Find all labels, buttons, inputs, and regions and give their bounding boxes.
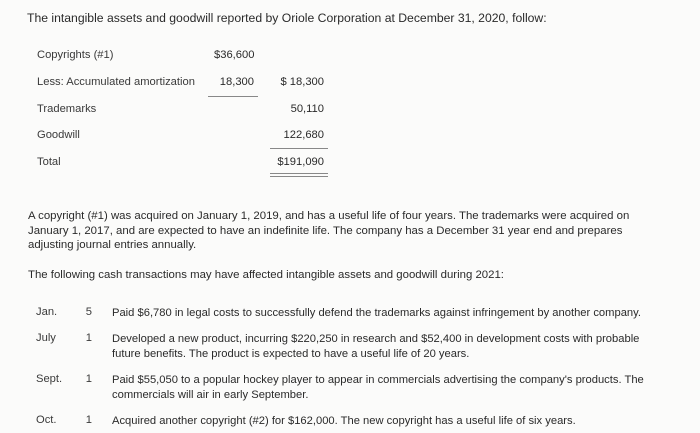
row-label-copyrights: Copyrights (#1) (37, 49, 114, 61)
transaction-day: 5 (85, 306, 92, 318)
underline-divider (270, 148, 328, 149)
double-underline-top (270, 173, 328, 174)
paragraph-copyright-info: A copyright (#1) was acquired on January 1, 2019, and has a useful life of four years. The trademarks were acquired on January 1, 2017, and are expected to have an indefinite life. The company has a December 31 year end and prepares adjusting journal entries annually. (28, 210, 630, 251)
transaction-description: Developed a new product, incurring $220,250 in research and $52,400 in development costs with probable future benefits. The product is expected to have a useful life of 20 years. (112, 333, 640, 360)
underline-divider (208, 96, 258, 97)
paragraph-transactions-intro: The following cash transactions may have affected intangible assets and goodwill during 2021: (28, 269, 504, 281)
transaction-day: 1 (85, 414, 92, 426)
trademarks-value: 50,110 (290, 103, 324, 115)
copyrights-cost: $36,600 (214, 49, 255, 61)
accumulated-amortization-value: 18,300 (219, 76, 254, 88)
intro-text: The intangible assets and goodwill reported by Oriole Corporation at December 31, 2020, follow: (27, 11, 547, 25)
row-label-goodwill: Goodwill (37, 129, 80, 141)
transaction-month: Oct. (36, 414, 57, 426)
transaction-month: Jan. (36, 306, 58, 318)
transaction-day: 1 (85, 332, 92, 344)
row-label-accumulated-amortization: Less: Accumulated amortization (37, 76, 195, 88)
goodwill-value: 122,680 (283, 129, 324, 141)
transaction-description: Acquired another copyright (#2) for $162,000. The new copyright has a useful life of six years. (112, 415, 576, 427)
copyrights-net-value: $ 18,300 (280, 76, 324, 88)
transaction-month: July (36, 332, 56, 344)
transaction-month: Sept. (36, 373, 63, 385)
total-value: $191,090 (277, 156, 324, 168)
transaction-day: 1 (85, 373, 92, 385)
row-label-trademarks: Trademarks (37, 103, 97, 115)
transaction-description: Paid $55,050 to a popular hockey player to appear in commercials advertising the company's products. The commercials will air in early September. (112, 374, 644, 401)
row-label-total: Total (37, 156, 61, 168)
double-underline-bottom (270, 176, 328, 177)
transaction-description: Paid $6,780 in legal costs to successfully defend the trademarks against infringement by another company. (112, 307, 642, 319)
